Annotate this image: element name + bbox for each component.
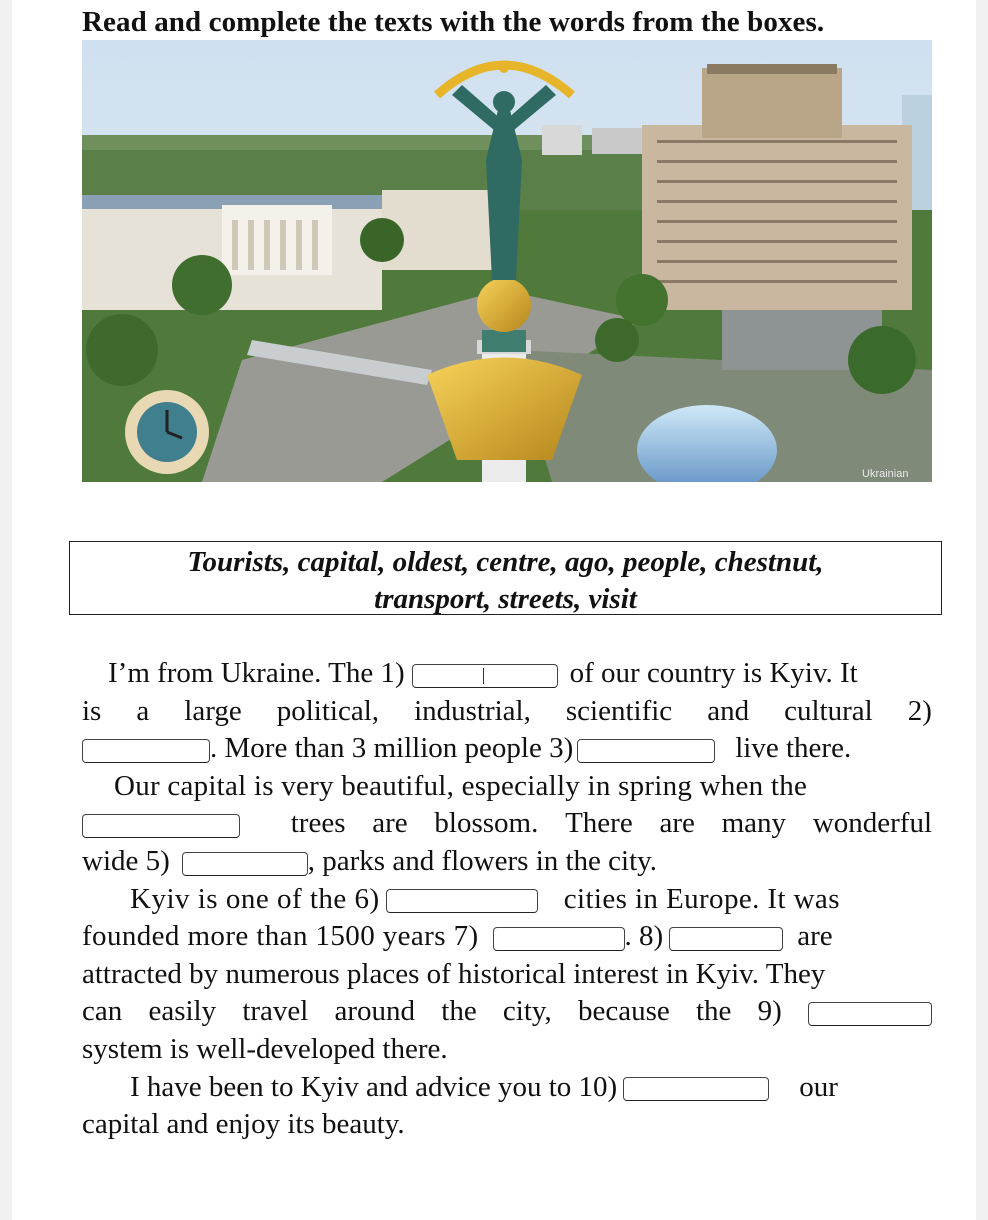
blank-9[interactable] (808, 1002, 932, 1026)
worksheet-page (12, 0, 976, 1220)
text-fragment: capital and enjoy its beauty. (82, 1108, 405, 1141)
text-fragment: Our capital is very beautiful, especially in spring when the (114, 769, 808, 802)
text-word: political, (276, 694, 380, 727)
text-word: the (695, 995, 732, 1028)
text-word: and (707, 694, 750, 727)
text-line-3 (82, 730, 932, 768)
reading-text (82, 655, 932, 1144)
text-fragment: attracted by numerous places of historical interest in Kyiv. They (82, 957, 826, 990)
text-fragment: system is well-developed there. (82, 1032, 448, 1065)
text-word: blossom. (434, 807, 539, 840)
text-word: large (184, 694, 242, 727)
text-fragment: live there. (735, 732, 852, 765)
blank-2[interactable] (82, 739, 210, 763)
text-line-2 (82, 693, 932, 731)
text-word: trees (290, 807, 346, 840)
text-fragment: are (797, 920, 833, 953)
exercise-heading: Read and complete the texts with the words from the boxes. (82, 6, 825, 38)
text-word: city, (502, 995, 552, 1028)
text-fragment: Kyiv is one of the 6) (130, 882, 380, 915)
blank-8[interactable] (669, 927, 783, 951)
text-line-6 (82, 843, 932, 881)
text-line-12 (82, 1069, 932, 1107)
kyiv-independence-square-photo (82, 40, 932, 482)
text-word: scientific (565, 694, 673, 727)
text-word: 2) (907, 694, 932, 727)
text-fragment: I have been to Kyiv and advice you to 10) (130, 1070, 618, 1103)
text-line-4 (82, 768, 932, 806)
text-word: a (136, 694, 150, 727)
text-fragment: of our country is Kyiv. It (569, 657, 858, 689)
text-word: are (372, 807, 408, 840)
text-fragment: wide 5) (82, 844, 170, 877)
blank-7[interactable] (493, 927, 625, 951)
text-fragment: , parks and flowers in the city. (307, 844, 658, 877)
text-word: wonderful (812, 807, 932, 840)
word-box (69, 541, 942, 615)
text-word: many (721, 807, 787, 840)
text-cursor (483, 668, 485, 684)
text-word: travel (242, 995, 309, 1028)
text-word: industrial, (414, 694, 531, 727)
text-fragment: founded more than 1500 years 7) (82, 920, 479, 953)
text-line-5 (82, 805, 932, 843)
photo-watermark: Ukrainian (862, 468, 909, 480)
text-fragment: . 8) (624, 920, 664, 953)
text-fragment: . More than 3 million people 3) (210, 732, 574, 765)
text-word: because (577, 995, 670, 1028)
text-line-11 (82, 1031, 932, 1069)
blank-5[interactable] (182, 852, 308, 876)
text-line-10 (82, 993, 932, 1031)
text-line-13 (82, 1106, 932, 1144)
text-line-8 (82, 918, 932, 956)
text-line-1 (82, 655, 932, 693)
blank-4[interactable] (82, 814, 240, 838)
blank-3[interactable] (577, 739, 715, 763)
blank-6[interactable] (386, 889, 538, 913)
text-word: easily (148, 995, 217, 1028)
text-word: cultural (784, 694, 873, 727)
text-word: around (334, 995, 416, 1028)
blank-10[interactable] (623, 1077, 769, 1101)
text-fragment: our (799, 1070, 838, 1103)
text-word: are (659, 807, 695, 840)
word-box-line-1: Tourists, capital, oldest, centre, ago, people, chestnut, (187, 546, 824, 578)
text-fragment: cities in Europe. It was (563, 882, 840, 915)
text-word: is (82, 694, 102, 727)
word-box-line-2: transport, streets, visit (374, 583, 637, 615)
text-word: 9) (757, 995, 782, 1028)
text-fragment: I’m from Ukraine. The 1) (108, 657, 405, 689)
text-line-7 (82, 881, 932, 919)
text-word: can (82, 995, 123, 1028)
text-word: There (565, 807, 633, 840)
blank-1[interactable] (412, 664, 558, 688)
text-line-9 (82, 956, 932, 994)
text-word: the (441, 995, 477, 1028)
